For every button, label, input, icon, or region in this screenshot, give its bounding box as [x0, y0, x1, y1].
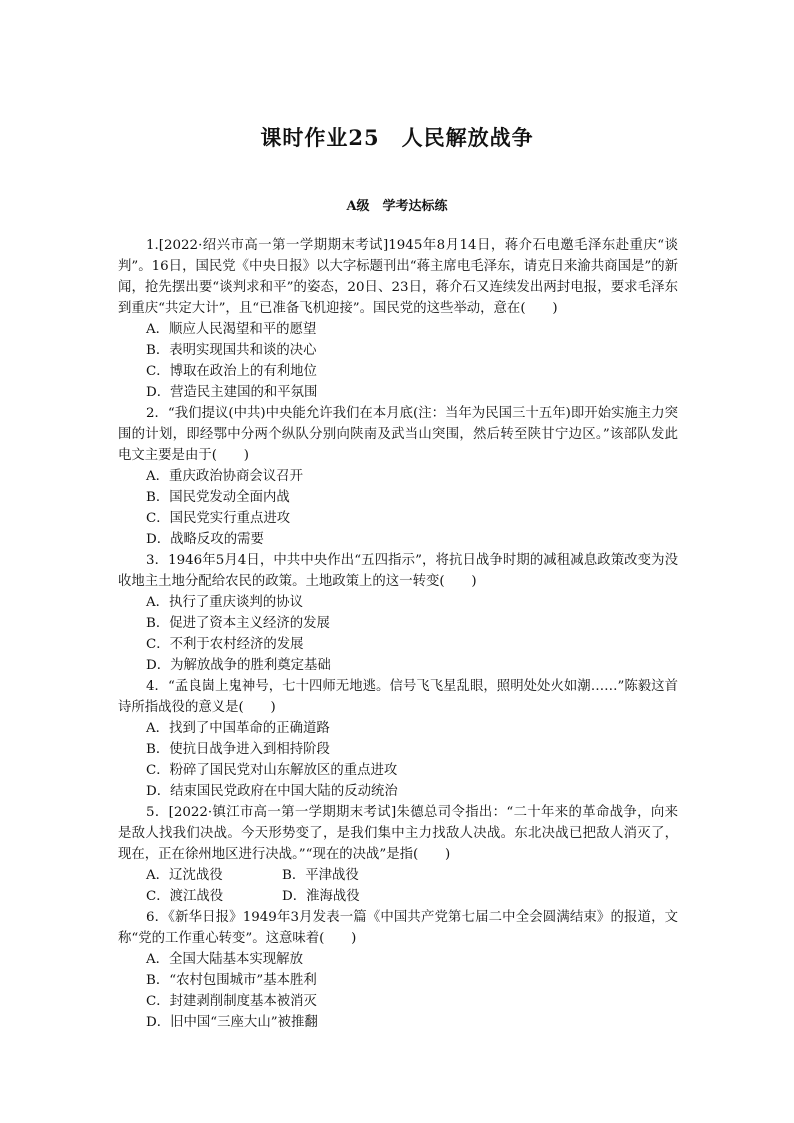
question-4: [118, 676, 678, 802]
question-stem: 1.[2022·绍兴市高一第一学期期末考试]1945年8月14日，蒋介石电邀毛泽东赴重庆“谈判”。16日，国民党《中央日报》以大字标题刊出“蒋主席电毛泽东，请克日来渝共商国是”的新闻，抢先摆出要“谈判求和平”的姿态，20日、23日，蒋介石又连续发出两封电报，要求毛泽东到重庆“共定大计”，且“已准备飞机迎接”。国民党的这些举动，意在( ): [118, 238, 678, 316]
question-5: [118, 802, 678, 907]
option-c: C．博取在政治上的有利地位: [146, 364, 317, 379]
option-d: D．结束国民党政府在中国大陆的反动统治: [146, 784, 398, 799]
option-d: D．营造民主建国的和平氛围: [146, 385, 318, 400]
option-a: A．顺应人民渴望和平的愿望: [146, 322, 317, 337]
option-b: B．使抗日战争进入到相持阶段: [146, 742, 330, 757]
question-stem: 3．1946年5月4日，中共中央作出“五四指示”，将抗日战争时期的减租减息政策改变为没收地主土地分配给农民的政策。土地政策上的这一转变( ): [118, 553, 678, 589]
option-d: D．战略反攻的需要: [146, 532, 264, 547]
option-row: [118, 865, 678, 886]
question-2: [118, 403, 678, 550]
question-stem: 4．“孟良崮上鬼神号，七十四师无地逃。信号飞飞星乱眼，照明处处火如潮……”陈毅这首诗所指战役的意义是( ): [118, 679, 678, 715]
option-a: A．执行了重庆谈判的协议: [146, 595, 303, 610]
question-6: [118, 907, 678, 1033]
option-c: C．不利于农村经济的发展: [146, 637, 304, 652]
question-stem: 5．[2022·镇江市高一第一学期期末考试]朱德总司令指出：“二十年来的革命战争，向来是敌人找我们决战。今天形势变了，是我们集中主力找敌人决战。东北决战已把敌人消灭了，现在，正在徐州地区进行决战。”“现在的决战”是指( ): [118, 805, 678, 862]
option-b: B．平津战役: [282, 868, 359, 883]
option-c: C．渡江战役: [146, 889, 224, 904]
option-a: A．全国大陆基本实现解放: [146, 952, 303, 967]
option-a: A．辽沈战役: [146, 868, 223, 883]
question-1: [118, 235, 678, 403]
question-stem: 2．“我们提议(中共)中央能允许我们在本月底(注：当年为民国三十五年)即开始实施主力突围的计划，即经鄂中分两个纵队分别向陕南及武当山突围，然后转至陕甘宁边区。”该部队发此电文主要是由于( ): [118, 406, 678, 463]
option-a: A．找到了中国革命的正确道路: [146, 721, 330, 736]
section-heading: A级 学考达标练: [346, 199, 448, 214]
option-b: B．表明实现国共和谈的决心: [146, 343, 317, 358]
page-title: 课时作业25 人民解放战争: [260, 125, 534, 150]
option-d: D．旧中国“三座大山”被推翻: [146, 1015, 318, 1030]
option-b: B．国民党发动全面内战: [146, 490, 290, 505]
option-d: D．淮海战役: [282, 889, 360, 904]
question-stem: 6．《新华日报》1949年3月发表一篇《中国共产党第七届二中全会圆满结束》的报道，文称“党的工作重心转变”。这意味着( ): [118, 910, 678, 946]
option-c: C．粉碎了国民党对山东解放区的重点进攻: [146, 763, 398, 778]
option-row: [118, 886, 678, 907]
option-d: D．为解放战争的胜利奠定基础: [146, 658, 331, 673]
option-a: A．重庆政治协商会议召开: [146, 469, 303, 484]
question-3: [118, 550, 678, 676]
option-c: C．国民党实行重点进攻: [146, 511, 291, 526]
question-list: [118, 235, 678, 1033]
option-b: B．促进了资本主义经济的发展: [146, 616, 330, 631]
option-c: C．封建剥削制度基本被消灭: [146, 994, 317, 1009]
option-b: B．“农村包围城市”基本胜利: [146, 973, 317, 988]
